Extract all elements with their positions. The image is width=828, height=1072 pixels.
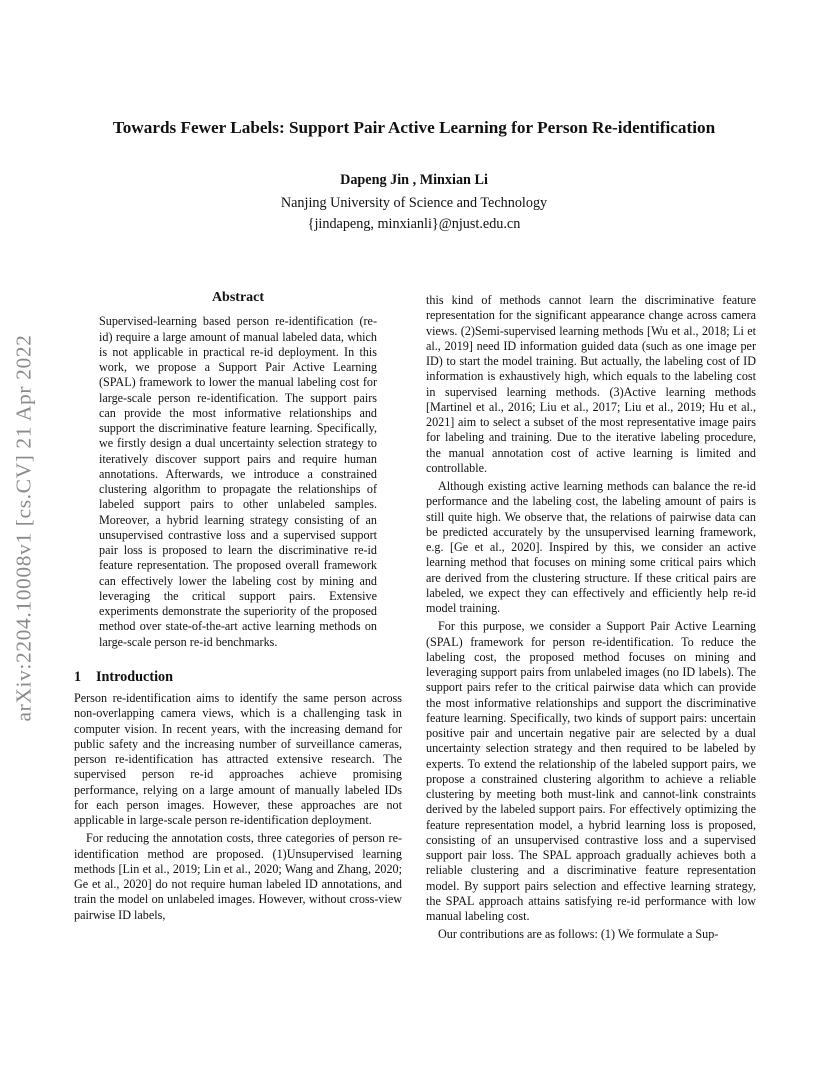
author-affiliation: Nanjing University of Science and Technology xyxy=(280,195,548,211)
abstract-body: Supervised-learning based person re-identification (re-id) require a large amount of manual labeled data, which is not applicable in practical re-id deployment. In this work, we propose a Support Pair Active Learning (SPAL) framework to lower the manual labeling cost for large-scale person re-identification. The support pairs can provide the most informative relationships and support the discriminative feature learning. Specifically, we firstly design a dual uncertainty selection strategy to iteratively discover support pairs and require human annotations. Afterwards, we introduce a constrained clustering algorithm to propagate the relationships of labeled support pairs to other unlabeled samples. Moreover, a hybrid learning strategy consisting of an unsupervised contrastive loss and a supervised support pair loss is proposed to learn the discriminative re-id feature representation. The proposed overall framework can effectively lower the labeling cost by mining and leveraging the critical support pairs. Extensive experiments demonstrate the superiority of the proposed method over state-of-the-art active learning methods on large-scale person re-id benchmarks. xyxy=(99,314,377,649)
section-number: 1 xyxy=(74,668,82,685)
intro-paragraph-4: For this purpose, we consider a Support Pair Active Learning (SPAL) framework for person re-identification. To reduce the labeling cost, the proposed method focuses on mining and leveraging support pairs from unlabeled images (no ID labels). The support pairs refer to the critical pairwise data which can provide the most informative relationships and support the discriminative feature learning. Specifically, two kinds of support pairs: uncertain positive pair and uncertain negative pair are selected by a dual uncertainty selection strategy and then required to be labeled by experts. To extend the relationship of the labeled support pairs, we propose a constrained clustering algorithm to achieve a reliable clustering by meeting both must-link and cannot-link constraints derived by the labeled support pairs. For effectively optimizing the feature representation model, a hybrid learning loss is proposed, consisting of an unsupervised contrastive loss and a supervised support pair loss. The SPAL approach gradually achieves both a reliable clustering and a discriminative feature representation model. By support pairs selection and effective learning strategy, the SPAL approach attains satisfying re-id performance with low manual labeling cost. xyxy=(426,619,756,923)
abstract-heading: Abstract xyxy=(211,290,265,305)
paper-authors: Dapeng Jin , Minxian Li xyxy=(340,172,488,188)
intro-paragraph-2: For reducing the annotation costs, three categories of person re-identification method are proposed. (1)Unsupervised learning methods [Lin et al., 2019; Lin et al., 2020; Wang and Zhang, 2020; Ge et al., 2020] do not require human labeled ID annotations, and train the model on unlabeled images. However, without cross-view pairwise ID labels, xyxy=(74,831,402,922)
intro-paragraph-2-continued: this kind of methods cannot learn the discriminative feature representation for the significant appearance change across camera views. (2)Semi-supervised learning methods [Wu et al., 2018; Li et al., 2019] need ID information guided data (such as one image per ID) to start the model training. But actually, the labeling cost of ID information is exhaustively high, which equals to the labeling cost in supervised learning methods. (3)Active learning methods [Martinel et al., 2016; Liu et al., 2017; Liu et al., 2019; Hu et al., 2021] aim to select a subset of the most representative image pairs for labeling and training. Due to the iterative labeling procedure, the manual annotation cost of active learning is limited and controllable. xyxy=(426,293,756,475)
intro-paragraph-1: Person re-identification aims to identify the same person across non-overlapping camera views, which is a challenging task in computer vision. In recent years, with the increasing demand for public safety and the increasing number of surveillance cameras, person re-identification has attracted extensive research. The supervised person re-id approaches achieve promising performance, relying on a large amount of manually labeled IDs for each person images. However, these approaches are not applicable in large-scale person re-identification deployment. xyxy=(74,691,402,827)
section-title: Introduction xyxy=(96,668,173,685)
intro-paragraph-3: Although existing active learning methods can balance the re-id performance and the labeling cost, the labeling amount of pairs is still quite high. We observe that, the relations of pairwise data can be predicted accurately by the unsupervised learning framework, e.g. [Ge et al., 2020]. Inspired by this, we consider an active learning method that focuses on mining some critical pairs which are derived from the clustering structure. If these critical pairs are labeled, we expect they can effectively and efficiently help re-id model training. xyxy=(426,479,756,615)
right-column xyxy=(426,293,756,943)
paper-title: Towards Fewer Labels: Support Pair Active Learning for Person Re-identification xyxy=(112,118,716,137)
arxiv-identifier: arXiv:2204.10008v1 [cs.CV] 21 Apr 2022 xyxy=(11,334,36,722)
section-heading-introduction xyxy=(74,670,402,685)
arxiv-sidebar xyxy=(4,288,44,768)
intro-paragraph-5: Our contributions are as follows: (1) We formulate a Sup- xyxy=(438,927,719,942)
author-email: {jindapeng, minxianli}@njust.edu.cn xyxy=(307,216,521,232)
left-column xyxy=(74,290,402,923)
